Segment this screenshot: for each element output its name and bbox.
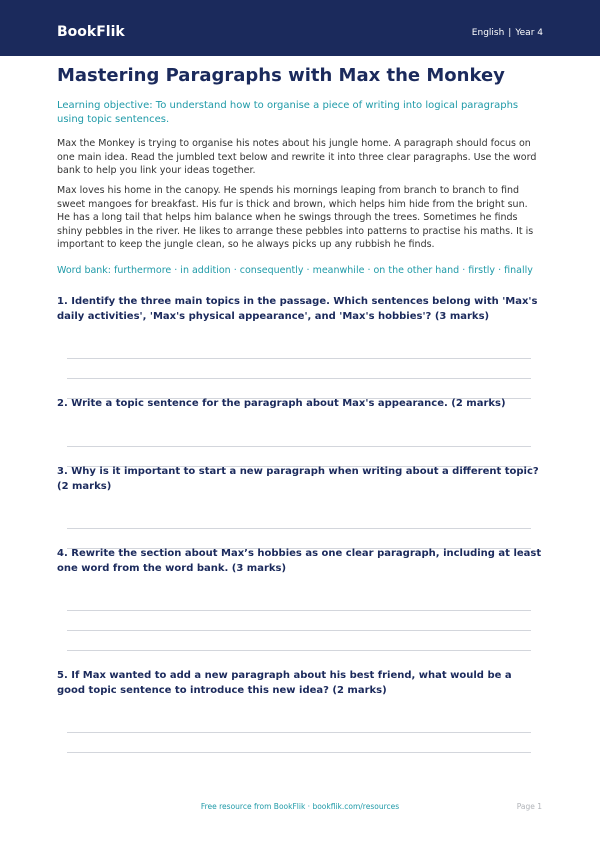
separator: | xyxy=(508,28,512,38)
answer-line[interactable] xyxy=(67,732,531,733)
page-number: Page 1 xyxy=(516,802,542,811)
question-1: 1. Identify the three main topics in the passage. Which sentences belong with 'Max's daily activities', 'Max's physical appearance', and 'Max's hobbies'? (3 marks) xyxy=(57,296,538,322)
word-bank: Word bank: furthermore · in addition · consequently · meanwhile · on the other hand · firstly · finally xyxy=(57,265,533,276)
answer-line[interactable] xyxy=(67,630,531,631)
answer-line[interactable] xyxy=(67,446,531,447)
brand-logo: BookFlik xyxy=(57,24,125,40)
question-3: 3. Why is it important to start a new paragraph when writing about a different topic? (2 marks) xyxy=(57,466,539,492)
answer-line[interactable] xyxy=(67,650,531,651)
answer-line[interactable] xyxy=(67,378,531,379)
page-header xyxy=(0,0,600,56)
page-title: Mastering Paragraphs with Max the Monkey xyxy=(57,65,505,86)
answer-line[interactable] xyxy=(67,358,531,359)
answer-line[interactable] xyxy=(67,610,531,611)
question-4: 4. Rewrite the section about Max’s hobbies as one clear paragraph, including at least one word from the word bank. (3 marks) xyxy=(57,548,542,574)
subject-label: English xyxy=(471,28,505,38)
answer-line[interactable] xyxy=(67,528,531,529)
year-label: Year 4 xyxy=(515,28,543,38)
subject-year-label xyxy=(472,27,543,39)
learning-objective: Learning objective: To understand how to organise a piece of writing into logical paragraphs using topic sentences. xyxy=(57,100,519,125)
footer-credit: Free resource from BookFlik · bookflik.com/resources xyxy=(200,802,400,811)
jumbled-passage: Max loves his home in the canopy. He spends his mornings leaping from branch to branch to find sweet mangoes for breakfast. His fur is thick and brown, which helps him hide from the bright sun. He has a long tail that helps him balance when he swings through the trees. Sometimes he finds shiny pebbles in the river. He likes to arrange these pebbles into patterns to practise his maths. It is important to keep the jungle clean, so he always picks up any rubbish he finds. xyxy=(57,185,534,250)
answer-line[interactable] xyxy=(67,752,531,753)
question-2: 2. Write a topic sentence for the paragraph about Max's appearance. (2 marks) xyxy=(57,398,506,409)
question-5: 5. If Max wanted to add a new paragraph about his best friend, what would be a good topic sentence to introduce this new idea? (2 marks) xyxy=(57,670,512,696)
instructions: Max the Monkey is trying to organise his notes about his jungle home. A paragraph should focus on one main idea. Read the jumbled text below and rewrite it into three clear paragraphs. Use the word bank to help you link your ideas together. xyxy=(57,138,537,176)
